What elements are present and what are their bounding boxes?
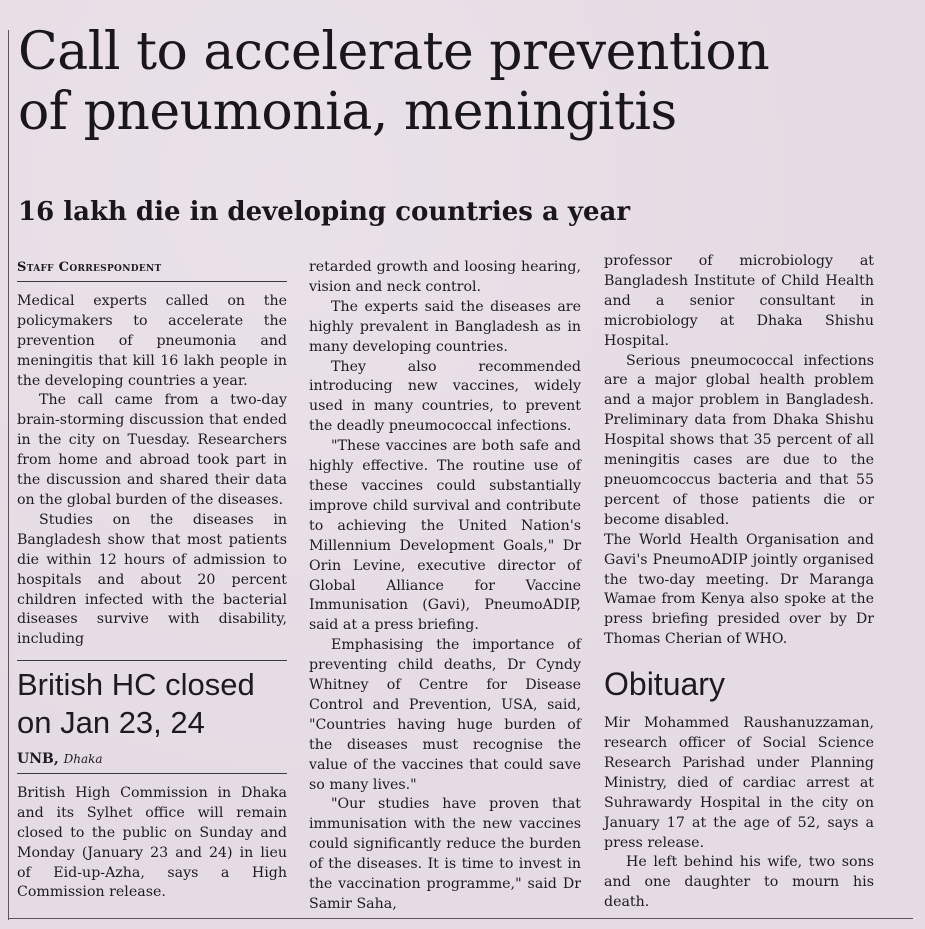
article-subhead: 16 lakh die in developing countries a year (18, 197, 631, 227)
paragraph: "These vaccines are both safe and highly effective. The routine use of these vaccines could substantially improve child survival and contribute to achieving the United Nation's Millennium Development Goals," Dr Orin Levine, executive director of Global Alliance for Vaccine Immunisation (Gavi), PneumoADIP, said at a press briefing. (309, 438, 581, 634)
article-headline (18, 22, 918, 142)
paragraph: retarded growth and loosing hearing, vision and neck control. (309, 259, 581, 295)
brief-headline (17, 666, 287, 742)
paragraph: The World Health Organisation and Gavi's PneumoADIP jointly organised the two-day meeting. Dr Maranga Wamae from Kenya also spoke at the press briefing presided over by Dr Thomas Cherian of WHO. (604, 531, 874, 648)
brief-headline-line-1: British HC closed (17, 667, 255, 702)
column-rule-left (8, 30, 9, 920)
brief-source (17, 750, 287, 774)
brief-agency: UNB, (17, 751, 59, 767)
paragraph: They also recommended introducing new vaccines, widely used in many countries, to prevent the deadly pneumococcal infections. (309, 358, 581, 435)
paragraph: professor of microbiology at Bangladesh Institute of Child Health and a senior consultant in microbiology at Dhaka Shishu Hospital. (604, 253, 874, 349)
obituary-paragraph: Mir Mohammed Raushanuzzaman, research officer of Social Science Research Parishad under Planning Ministry, died of cardiac arrest at Suhrawardy Hospital in the city on January 17 at the age of 52, says a press release. (604, 715, 874, 851)
obituary-title: Obituary (604, 666, 725, 703)
obituary-paragraph: He left behind his wife, two sons and one daughter to mourn his death. (604, 854, 874, 911)
paragraph: Studies on the diseases in Bangladesh show that most patients die within 12 hours of admission to hospitals and about 20 percent children infected with the bacterial diseases survive with disability, including (17, 511, 287, 648)
article-column-2 (309, 258, 581, 915)
headline-line-2: of pneumonia, meningitis (18, 82, 677, 142)
paragraph: The experts said the diseases are highly prevalent in Bangladesh as in many developing countries. (309, 298, 581, 355)
paragraph: "Our studies have proven that immunisation with the new vaccines could significantly reduce the burden of the diseases. It is time to invest in the vaccination programme," said Dr Samir Saha, (309, 796, 581, 912)
column-rule-bottom (8, 918, 913, 919)
paragraph: Medical experts called on the policymakers to accelerate the prevention of pneumonia and meningitis that kill 16 lakh people in the developing countries a year. (17, 292, 287, 389)
brief-body: British High Commission in Dhaka and its Sylhet office will remain closed to the public on Sunday and Monday (January 23 and 24) in lieu of Eid-up-Azha, says a High Commission release. (17, 784, 287, 901)
paragraph: Serious pneumococcal infections are a major global health problem and a major problem in Bangladesh. Preliminary data from Dhaka Shishu Hospital shows that 35 percent of all meningitis cases are due to the pneuomcoccus bacteria and that 55 percent of those patients die or become disabled. (604, 352, 874, 528)
article-column-1 (17, 258, 287, 650)
brief-headline-line-2: on Jan 23, 24 (17, 705, 205, 740)
brief-british-hc (17, 666, 287, 903)
paragraph: Emphasising the importance of preventing child deaths, Dr Cyndy Whitney of Centre for Disease Control and Prevention, USA, said, "Countries having huge burden of the diseases must recognise the value of the vaccines that could save so many lives." (309, 637, 581, 793)
paragraph: The call came from a two-day brain-storming discussion that ended in the city on Tuesday. Researchers from home and abroad took part in the discussion and shared their data on the global burden of the diseases. (17, 392, 287, 508)
byline: Staff Correspondent (17, 258, 287, 282)
brief-dateline: Dhaka (63, 752, 103, 766)
headline-line-1: Call to accelerate prevention (18, 22, 770, 82)
section-divider (17, 660, 287, 661)
article-column-3 (604, 252, 874, 913)
